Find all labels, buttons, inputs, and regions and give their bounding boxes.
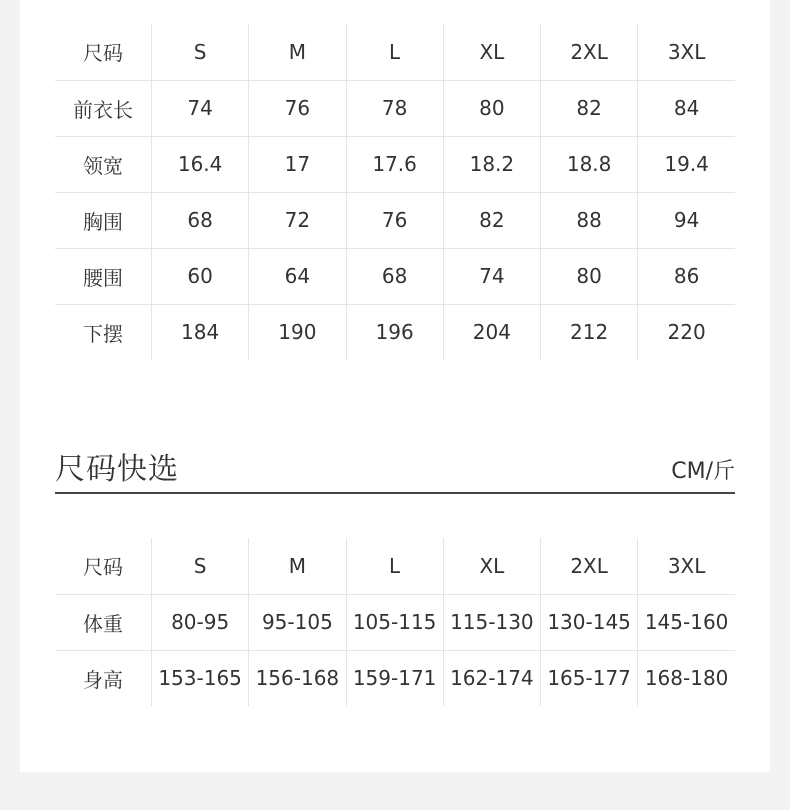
table-cell: 156-168 — [249, 650, 346, 706]
table-cell: 72 — [249, 192, 346, 248]
table-header-row — [55, 24, 735, 80]
table-cell: 76 — [346, 192, 443, 248]
header-cell-xl: XL — [443, 538, 540, 594]
table-cell: 212 — [541, 304, 638, 360]
header-cell-2xl: 2XL — [541, 538, 638, 594]
header-cell-m: M — [249, 538, 346, 594]
header-cell-size: 尺码 — [55, 24, 152, 80]
quick-select-title: 尺码快选 — [55, 452, 179, 487]
table-cell: 17.6 — [346, 136, 443, 192]
header-cell-size: 尺码 — [55, 538, 152, 594]
row-label: 领宽 — [55, 136, 152, 192]
table-row-collar-width — [55, 136, 735, 192]
row-label: 体重 — [55, 594, 152, 650]
table-row-height — [55, 650, 735, 706]
table-cell: 159-171 — [346, 650, 443, 706]
table-cell: 74 — [443, 248, 540, 304]
table-cell: 95-105 — [249, 594, 346, 650]
table-cell: 165-177 — [541, 650, 638, 706]
header-cell-3xl: 3XL — [667, 39, 706, 64]
size-chart-card — [20, 0, 770, 772]
table-cell: 220 — [638, 304, 735, 360]
table-cell: 17 — [249, 136, 346, 192]
table-cell: 130-145 — [541, 594, 638, 650]
table-row-weight — [55, 594, 735, 650]
section-divider — [55, 492, 735, 494]
table-cell: 168-180 — [638, 650, 735, 706]
table-cell: 196 — [346, 304, 443, 360]
header-cell-xl: XL — [443, 24, 540, 80]
table-cell: 18.8 — [541, 136, 638, 192]
table-row-hem — [55, 304, 735, 360]
measurement-table — [55, 24, 735, 360]
table-cell: 94 — [638, 192, 735, 248]
table-cell: 78 — [346, 80, 443, 136]
table-row-chest — [55, 192, 735, 248]
header-cell-l: L — [346, 538, 443, 594]
table-cell: 68 — [346, 248, 443, 304]
table-cell: 82 — [443, 192, 540, 248]
header-cell-3xl: 3XL — [667, 553, 706, 578]
table-cell: 184 — [152, 304, 249, 360]
table-cell: 84 — [638, 80, 735, 136]
table-cell: 145-160 — [638, 594, 735, 650]
row-label: 腰围 — [55, 248, 152, 304]
table-cell: 162-174 — [443, 650, 540, 706]
table-cell: 105-115 — [346, 594, 443, 650]
table-cell: 86 — [638, 248, 735, 304]
table-cell: 80-95 — [152, 594, 249, 650]
table-cell: 68 — [152, 192, 249, 248]
table-cell: 88 — [541, 192, 638, 248]
table-cell: 60 — [152, 248, 249, 304]
table-row-waist — [55, 248, 735, 304]
table-cell: 18.2 — [443, 136, 540, 192]
table-row-front-length — [55, 80, 735, 136]
header-cell-l: L — [346, 24, 443, 80]
row-label: 前衣长 — [55, 80, 152, 136]
header-cell-2xl: 2XL — [541, 24, 638, 80]
table-cell: 153-165 — [152, 650, 249, 706]
table-cell: 115-130 — [443, 594, 540, 650]
unit-label: CM/斤 — [671, 459, 735, 484]
row-label: 胸围 — [55, 192, 152, 248]
header-cell-s: S — [152, 538, 249, 594]
table-cell: 204 — [443, 304, 540, 360]
table-cell: 190 — [249, 304, 346, 360]
table-cell: 16.4 — [152, 136, 249, 192]
header-cell-m: M — [249, 24, 346, 80]
table-cell: 74 — [152, 80, 249, 136]
quick-select-table — [55, 538, 735, 706]
table-cell: 64 — [249, 248, 346, 304]
table-cell: 80 — [541, 248, 638, 304]
row-label: 身高 — [55, 650, 152, 706]
table-header-row — [55, 538, 735, 594]
table-cell: 76 — [249, 80, 346, 136]
header-cell-s: S — [152, 24, 249, 80]
table-cell: 82 — [541, 80, 638, 136]
table-cell: 19.4 — [638, 136, 735, 192]
table-cell: 80 — [443, 80, 540, 136]
row-label: 下摆 — [55, 304, 152, 360]
